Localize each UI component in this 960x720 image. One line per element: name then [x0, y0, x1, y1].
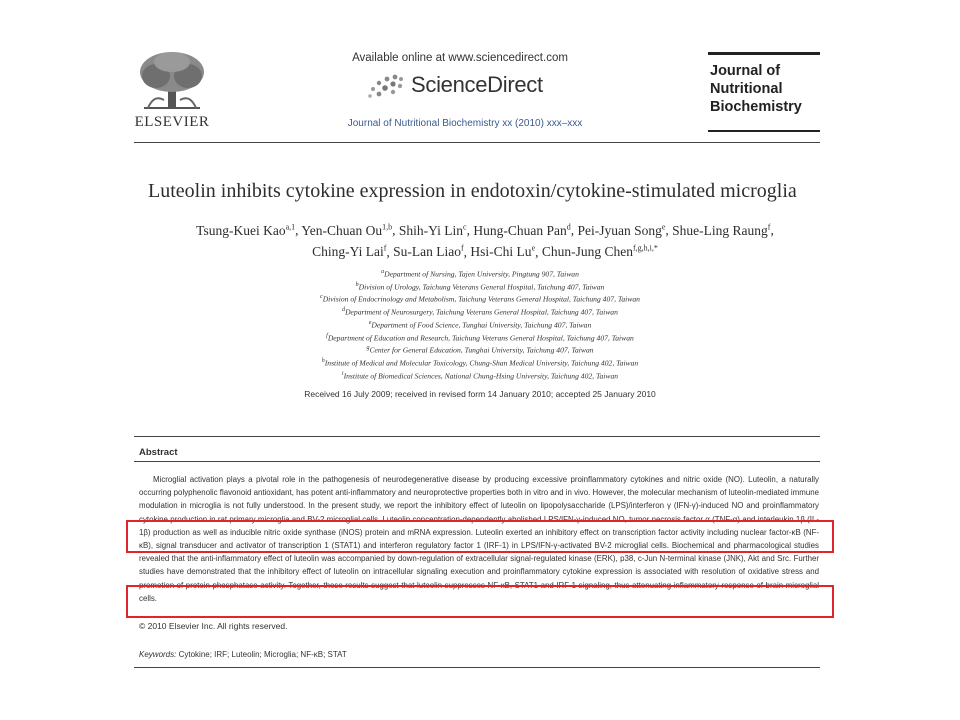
author: Tsung-Kuei Kao$^{a,1}$	[196, 222, 296, 238]
author: Shue-Ling Raung$^f$	[672, 222, 771, 238]
author: Hsi-Chi Lu$^e$	[470, 243, 536, 259]
journal-name-line: Journal of	[710, 63, 781, 79]
header-divider	[134, 142, 820, 143]
affiliation: $^e$Department of Food Science, Tunghai University, Taichung 407, Taiwan	[368, 319, 592, 330]
author-list: Tsung-Kuei Kao$^{a,1}$, Yen-Chuan Ou$^{1,b}$, Shih-Yi Lin$^c$, Hung-Chuan Pan$^d$, Pei-Jyuan Song$^e$, Shue-Ling Raung$^f$, Ching-Yi Lai$^f$, Su-Lan Liao$^f$, Hsi-Chi Lu$^e$, Chun-Jung Chen$^{f,g,h,i,*}$	[196, 222, 774, 259]
affiliation: $^h$Institute of Medical and Molecular Toxicology, Chung-Shan Medical University, Taichung 402, Taiwan	[321, 358, 639, 368]
author: Chun-Jung Chen$^{f,g,h,i,*}$	[541, 243, 658, 259]
affiliation: $^a$Department of Nursing, Tajen University, Pingtung 907, Taiwan	[381, 269, 579, 279]
sciencedirect-dots-icon	[365, 73, 407, 101]
publisher-name: ELSEVIER	[134, 114, 210, 130]
highlight-box-upper	[126, 520, 834, 553]
author: Shih-Yi Lin$^c$	[398, 222, 467, 238]
affiliation-list	[270, 267, 690, 382]
copyright-notice: © 2010 Elsevier Inc. All rights reserved.	[139, 621, 288, 631]
elsevier-tree-icon	[134, 50, 210, 112]
author: Ching-Yi Lai$^f$	[312, 243, 387, 259]
abstract-heading: Abstract	[139, 447, 178, 458]
available-online-text: Available online at www.sciencedirect.com	[352, 52, 568, 64]
affiliation: $^b$Division of Urology, Taichung Veterans General Hospital, Taichung 407, Taiwan	[355, 281, 605, 292]
affiliation: $^i$Institute of Biomedical Sciences, National Chung-Hsing University, Taichung 402, Taiwan	[341, 370, 619, 381]
keywords-list: Cytokine; IRF; Luteolin; Microglia; NF-κB; STAT	[178, 650, 347, 659]
sciencedirect-name: ScienceDirect	[411, 72, 543, 97]
author: Su-Lan Liao$^f$	[393, 243, 464, 259]
journal-name-line: Nutritional	[710, 81, 783, 97]
author: Yen-Chuan Ou$^{1,b}$	[301, 222, 393, 238]
abstract-paragraph: Microglial activation plays a pivotal role in the pathogenesis of neurodegenerative disease by producing excessive proinflammatory cytokines and nitric oxide (NO). Luteolin, a naturally occurring polyphenolic flavonoid antioxidant, has potent anti-inflammatory and neuroprotective properties both in vitro and in vivo. However, the molecular mechanism of luteolin-mediated immune modulation in microglia is not fully understood. In the present study, we report the inhibitory effect of luteolin on lipopolysaccharide (LPS)/interferon γ (IFN-γ)-induced NO and proinflammatory cytokine production in rat primary microglia and BV-2 microglial cells. Luteolin concentration-dependently abolished LPS/IFN-γ-induced NO, tumor necrosis factor α (TNF-α) and interleukin 1β (IL-1β) production as well as inducible nitric oxide synthase (iNOS) protein and mRNA expression. Luteolin exerted an inhibitory effect on transcription factor activity including nuclear factor-κB (NF-κB), signal transducer and activator of transcription 1 (STAT1) and interferon regulatory factor 1 (IRF-1) in LPS/IFN-γ-activated BV-2 microglial cells. Biochemical and pharmacological studies revealed that the anti-inflammatory effect of luteolin was accompanied by down-regulation of extracellular signal-regulated kinase (ERK), p38, c-Jun N-terminal kinase (JNK), Akt and Src. Further studies have demonstrated that the inhibitory effect of luteolin on intracellular signaling execution and proinflammatory cytokine expression is associated with resolution of oxidative stress and promotion of protein phosphatase activity. Together, these results suggest that luteolin suppresses NF-κB, STAT1 and IRF-1 signaling, thus attenuating inflammatory response of brain microglial cells.	[139, 475, 819, 603]
affiliation: $^c$Division of Endocrinology and Metabolism, Taichung Veterans General Hospital, Taichung 407, Taiwan	[320, 294, 640, 304]
article-title: Luteolin inhibits cytokine expression in endotoxin/cytokine-stimulated microglia	[148, 180, 797, 202]
sciencedirect-logo	[365, 70, 565, 104]
abstract-heading-divider	[134, 461, 820, 462]
keywords-label: Keywords:	[139, 650, 177, 659]
keywords-divider	[134, 667, 820, 668]
affiliation: $^g$Center for General Education, Tunghai University, Taichung 407, Taiwan	[366, 345, 594, 355]
elsevier-logo	[134, 50, 210, 132]
keywords-line	[139, 650, 347, 659]
abstract-top-divider	[134, 436, 820, 437]
journal-name-box	[708, 52, 820, 132]
journal-name-line: Biochemistry	[710, 99, 802, 115]
author: Pei-Jyuan Song$^e$	[577, 222, 666, 238]
highlight-box-lower	[126, 585, 834, 618]
author: Hung-Chuan Pan$^d$	[473, 222, 571, 238]
affiliation: $^d$Department of Neurosurgery, Taichung Veterans General Hospital, Taichung 407, Taiwan	[342, 307, 618, 317]
affiliation: $^f$Department of Education and Research, Taichung Veterans General Hospital, Taichung 407, Taiwan	[326, 332, 634, 343]
received-dates: Received 16 July 2009; received in revised form 14 January 2010; accepted 25 January 2010	[304, 389, 656, 399]
journal-reference[interactable]: Journal of Nutritional Biochemistry xx (2010) xxx–xxx	[347, 118, 583, 129]
